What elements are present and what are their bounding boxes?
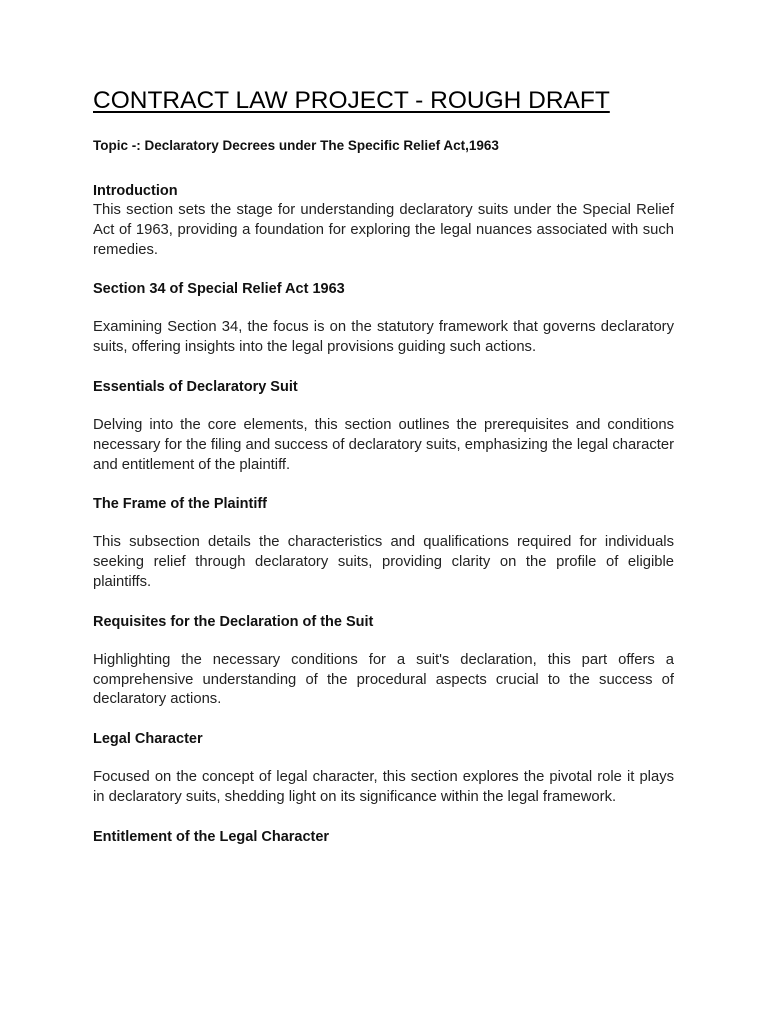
document-title: CONTRACT LAW PROJECT - ROUGH DRAFT	[93, 87, 610, 114]
section-body-requisites: Highlighting the necessary conditions for a suit's declaration, this part offers a comprehensive understanding of the procedural aspects crucial to the success of declaratory actions.	[93, 651, 674, 708]
section-introduction	[93, 181, 674, 260]
document-page	[93, 86, 674, 847]
section-body-section-34: Examining Section 34, the focus is on the statutory framework that governs declaratory suits, offering insights into the legal provisions guiding such actions.	[93, 319, 674, 356]
section-heading-introduction: Introduction	[93, 183, 178, 199]
section-heading-entitlement: Entitlement of the Legal Character	[93, 828, 330, 845]
section-body-introduction: This section sets the stage for understanding declaratory suits under the Special Relief Act of 1963, providing a foundation for exploring the legal nuances associated with such remedies.	[93, 202, 674, 258]
section-heading-frame-of-plaintiff: The Frame of the Plaintiff	[93, 496, 268, 513]
section-heading-requisites: Requisites for the Declaration of the Suit	[93, 613, 374, 630]
section-heading-essentials: Essentials of Declaratory Suit	[93, 378, 298, 395]
section-body-frame-of-plaintiff: This subsection details the characteristics and qualifications required for individuals seeking relief through declaratory suits, providing clarity on the profile of eligible plaintiffs.	[93, 534, 674, 590]
topic-line: Topic -: Declaratory Decrees under The Specific Relief Act,1963	[93, 138, 499, 153]
section-body-essentials: Delving into the core elements, this section outlines the prerequisites and conditions necessary for the filing and success of declaratory suits, emphasizing the legal character and entitlement of the plaintiff.	[93, 416, 674, 473]
section-heading-legal-character: Legal Character	[93, 731, 203, 748]
section-heading-section-34: Section 34 of Special Relief Act 1963	[93, 281, 345, 298]
section-body-legal-character: Focused on the concept of legal character, this section explores the pivotal role it plays in declaratory suits, shedding light on its significance within the legal framework.	[93, 769, 674, 805]
